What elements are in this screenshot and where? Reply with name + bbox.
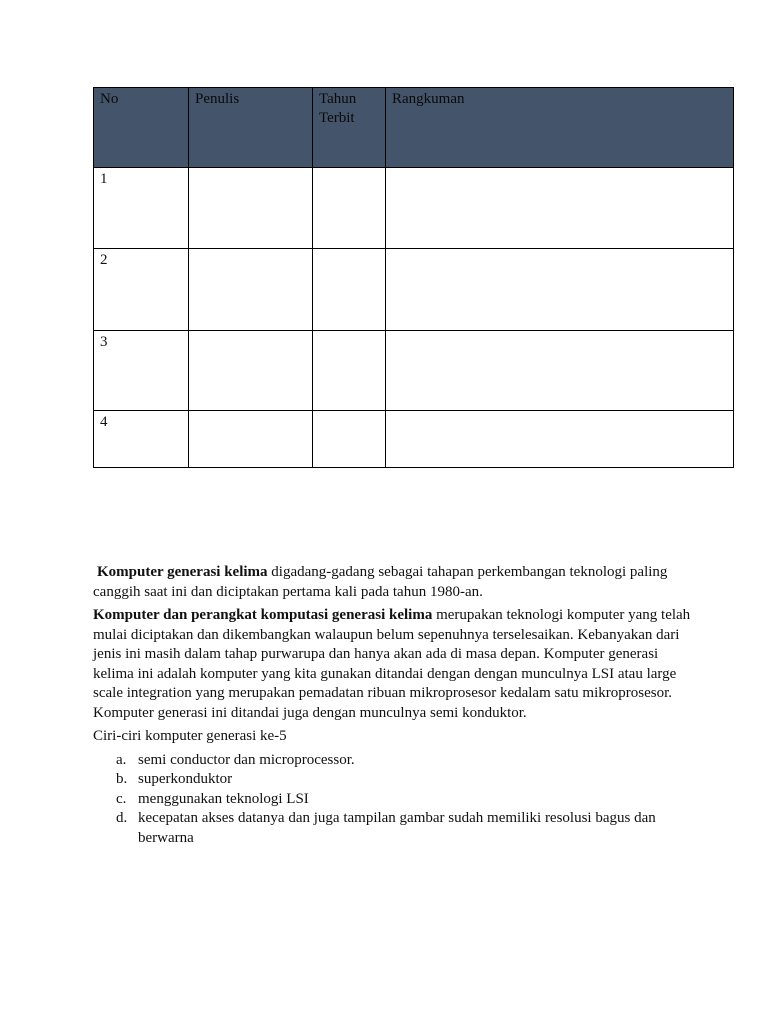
header-penulis: Penulis — [189, 88, 313, 168]
paragraph-1-text: digadang-gadang sebagai tahapan perkembangan teknologi paling canggih saat ini dan diciptakan pertama kali pada tahun 1980-an. — [93, 564, 668, 600]
list-marker: b. — [116, 771, 128, 787]
list-item-text: superkonduktor — [138, 771, 233, 787]
list-item — [93, 809, 693, 848]
cell-tahun — [313, 249, 386, 331]
summary-table — [93, 87, 734, 468]
cell-tahun — [313, 331, 386, 411]
cell-no: 4 — [94, 411, 189, 468]
cell-rangkuman — [386, 168, 734, 249]
cell-penulis — [189, 168, 313, 249]
table-header — [94, 88, 734, 168]
list-item — [93, 751, 693, 771]
table-row — [94, 331, 734, 411]
table-row — [94, 168, 734, 249]
list-marker: a. — [116, 751, 127, 768]
cell-rangkuman — [386, 249, 734, 331]
paragraph-2-text: merupakan teknologi komputer yang telah mulai diciptakan dan dikembangkan walaupun belum sepenuhnya terselesaikan. Kebanyakan dari jenis ini masih dalam tahap purwarupa dan hanya akan ada di masa depan. Komputer generasi kelima ini adalah komputer yang kita gunakan ditandai dengan dengan munculnya LSI atau large scale integration yang merupakan pemadatan ribuan mikroprosesor kedalam satu mikroprosesor. Komputer generasi ini ditandai juga dengan munculnya semi konduktor. — [93, 607, 691, 721]
cell-penulis — [189, 331, 313, 411]
cell-rangkuman — [386, 411, 734, 468]
header-no: No — [94, 88, 189, 168]
paragraph-1-bold: Komputer generasi kelima — [97, 564, 268, 580]
paragraph-2-bold: Komputer dan perangkat komputasi generasi kelima — [93, 607, 433, 623]
list-title: Ciri-ciri komputer generasi ke-5 — [93, 728, 287, 744]
list-item — [93, 790, 693, 810]
list-marker: d. — [116, 810, 128, 826]
list-item — [93, 770, 693, 790]
features-list — [93, 751, 693, 849]
list-item-text: kecepatan akses datanya dan juga tampilan gambar sudah memiliki resolusi bagus dan berwarna — [138, 810, 656, 846]
paragraph-perangkat-komputasi — [93, 606, 693, 723]
cell-tahun — [313, 168, 386, 249]
cell-tahun — [313, 411, 386, 468]
body-text — [93, 563, 693, 848]
cell-penulis — [189, 411, 313, 468]
table-row — [94, 249, 734, 331]
list-item-text: menggunakan teknologi LSI — [138, 790, 309, 807]
table-row — [94, 411, 734, 468]
table-body — [94, 168, 734, 468]
list-item-text: semi conductor dan microprocessor. — [138, 751, 355, 768]
cell-penulis — [189, 249, 313, 331]
list-marker: c. — [116, 790, 127, 807]
cell-no: 1 — [94, 168, 189, 249]
table-header-row — [94, 88, 734, 168]
header-rangkuman: Rangkuman — [386, 88, 734, 168]
paragraph-generasi-kelima — [93, 563, 693, 602]
header-tahun-terbit: Tahun Terbit — [313, 88, 386, 168]
cell-rangkuman — [386, 331, 734, 411]
cell-no: 2 — [94, 249, 189, 331]
cell-no: 3 — [94, 331, 189, 411]
